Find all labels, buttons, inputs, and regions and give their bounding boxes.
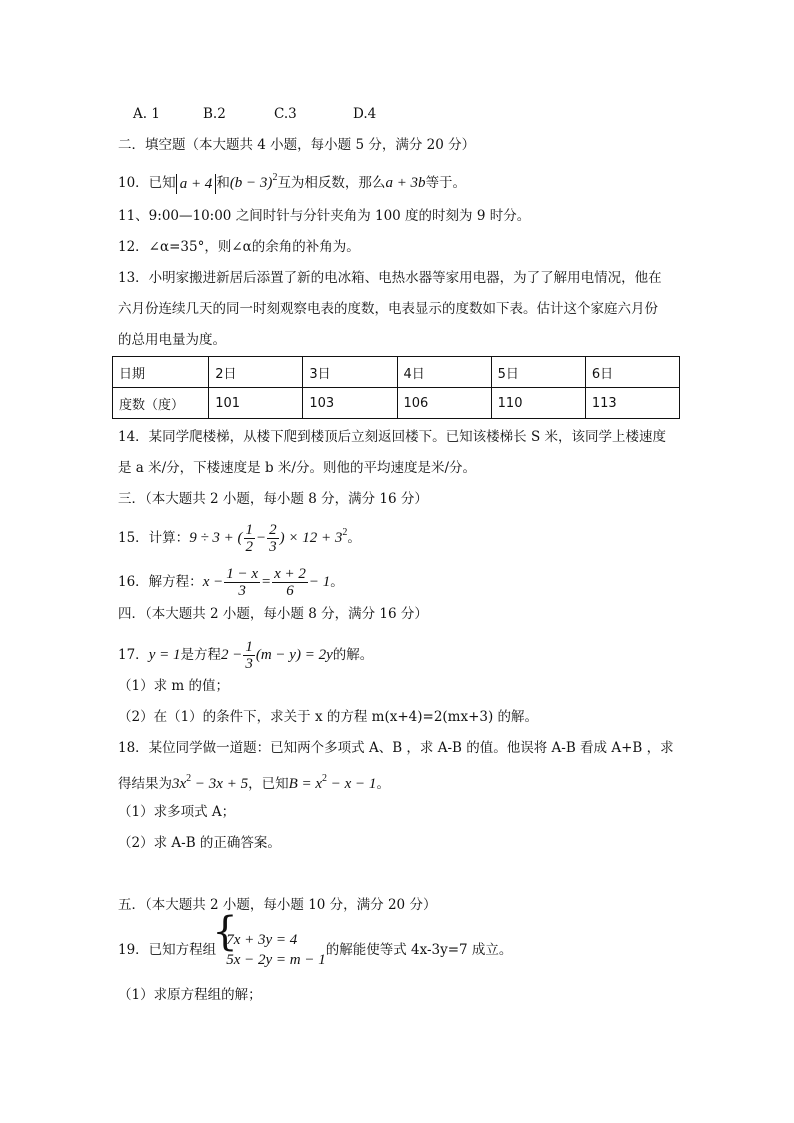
table-header-cell: 5日 [491, 357, 585, 388]
table-header-cell: 6日 [585, 357, 679, 388]
table-row [113, 388, 680, 419]
q18-e1-tail: − 3x + 5 [191, 776, 249, 792]
q18-e2: B = x [288, 776, 323, 792]
table-row [113, 357, 680, 388]
q18-e2-exp: 2 [322, 773, 328, 784]
question-14-line-2: 是 a 米/分，下楼速度是 b 米/分。则他的平均速度是米/分。 [118, 460, 476, 476]
q17-prefix: 17． [118, 647, 149, 663]
equation-1: 7x + 3y = 4 [226, 932, 298, 948]
meter-reading-table [112, 356, 680, 419]
q15-minus: − [256, 530, 267, 546]
q15-suffix: 。 [347, 530, 361, 546]
q18-prefix: 得结果为 [118, 776, 172, 792]
table-header-cell: 4日 [397, 357, 491, 388]
table-header-cell: 2日 [209, 357, 303, 388]
q15-lead: 9 ÷ 3 + ( [189, 530, 243, 546]
equation-2: 5x − 2y = m − 1 [226, 952, 326, 968]
question-19-part-1: （1）求原方程组的解； [118, 987, 262, 1003]
q16-eq: = [261, 574, 272, 590]
question-13-line-3: 的总用电量为度。 [118, 332, 226, 348]
q10-mid: 和 [216, 175, 230, 191]
question-17 [118, 639, 373, 672]
question-19 [118, 909, 513, 970]
q16-x: x − [202, 574, 224, 590]
q15-tail: ) × 12 + 3 [279, 530, 343, 546]
table-cell: 106 [397, 388, 491, 419]
fraction-one-half: $\frac{1}{2}$ [245, 522, 254, 555]
table-cell: 113 [585, 388, 679, 419]
question-12: 12．∠α=35°，则∠α的余角的补角为。 [118, 239, 360, 255]
q16-prefix: 16．解方程： [118, 574, 203, 590]
q15-prefix: 15．计算： [118, 530, 190, 546]
question-18-line-2 [118, 769, 390, 794]
q19-suffix: 的解能使等式 4x-3y=7 成立。 [325, 942, 513, 958]
q18-mid: ，已知 [248, 776, 289, 792]
q17-suffix: 的解。 [332, 647, 374, 663]
option-b: B.2 [203, 106, 226, 122]
q10-suffix: 等于。 [425, 175, 467, 191]
square-base: (b − 3) [229, 175, 273, 191]
section-4-title: 四．（本大题共 2 小题，每小题 8 分，满分 16 分） [118, 606, 428, 622]
abs-value: a + 4 [176, 174, 217, 194]
q10-prefix: 10．已知 [118, 175, 176, 191]
option-c: C.3 [274, 106, 297, 122]
q17-tail: (m − y) = 2y [255, 647, 333, 663]
question-13-line-2: 六月份连续几天的同一时刻观察电表的度数，电表显示的度数如下表。估计这个家庭六月份 [118, 301, 658, 317]
section-2-title: 二．填空题（本大题共 4 小题，每小题 5 分，满分 20 分） [118, 137, 476, 153]
q18-suffix: 。 [376, 776, 390, 792]
q18-e1: 3x [172, 776, 187, 792]
q18-e1-exp: 2 [186, 773, 192, 784]
section-3-title: 三．（本大题共 2 小题，每小题 8 分，满分 16 分） [118, 491, 428, 507]
equation-system [212, 909, 326, 970]
fraction-one-third: $\frac{1}{3}$ [245, 639, 253, 672]
q18-e2-tail: − x − 1 [327, 776, 377, 792]
table-cell: 度数（度） [113, 388, 209, 419]
left-brace-icon: { [212, 909, 238, 955]
table-cell: 110 [491, 388, 585, 419]
table-cell: 103 [303, 388, 397, 419]
question-18-line-1: 18．某位同学做一道题：已知两个多项式 A、B ，求 A-B 的值。他误将 A-B 看成 A+B ，求 [118, 740, 674, 756]
square-exp: 2 [272, 172, 278, 183]
question-18-part-2: （2）求 A-B 的正确答案。 [118, 835, 281, 851]
question-14-line-1: 14．某同学爬楼梯，从楼下爬到楼顶后立刻返回楼下。已知该楼梯长 S 米，该同学上楼速度 [118, 429, 667, 445]
question-13-line-1: 13．小明家搬进新居后添置了新的电冰箱、电热水器等家用电器，为了了解用电情况，他在 [118, 270, 662, 286]
q16-tail: − 1 [308, 574, 331, 590]
option-d: D.4 [353, 106, 377, 122]
table-header-cell: 日期 [113, 357, 209, 388]
section-5-title: 五．（本大题共 2 小题，每小题 10 分，满分 20 分） [118, 897, 437, 913]
question-10 [118, 168, 466, 194]
q19-prefix: 19．已知方程组 [118, 942, 217, 958]
question-18-part-1: （1）求多项式 A； [118, 804, 236, 820]
question-17-part-2: （2）在（1）的条件下，求关于 x 的方程 m(x+4)=2(mx+3) 的解。 [118, 709, 539, 725]
q15-exp: 2 [342, 527, 348, 538]
question-16 [118, 566, 344, 599]
question-11: 11、9:00—10:00 之间时针与分针夹角为 100 度的时刻为 9 时分。 [118, 208, 531, 224]
q16-suffix: 。 [330, 574, 344, 590]
q10-after: 互为相反数，那么 [277, 175, 386, 191]
table-cell: 101 [209, 388, 303, 419]
q17-mid: 是方程 [180, 647, 221, 663]
question-15 [118, 522, 361, 555]
q9-options [133, 104, 376, 124]
q17-lead: 2 − [220, 647, 243, 663]
q10-expr: a + 3b [385, 175, 426, 191]
fraction-x-plus-2-over-6: $\frac{x + 2}{6}$ [274, 566, 306, 599]
fraction-1-minus-x-over-3: $\frac{1 - x}{3}$ [226, 566, 258, 599]
option-a: A. 1 [133, 106, 160, 122]
question-17-part-1: （1）求 m 的值； [118, 678, 229, 694]
fraction-two-thirds: $\frac{2}{3}$ [269, 522, 277, 555]
table-header-cell: 3日 [303, 357, 397, 388]
q17-y: y = 1 [148, 647, 181, 663]
